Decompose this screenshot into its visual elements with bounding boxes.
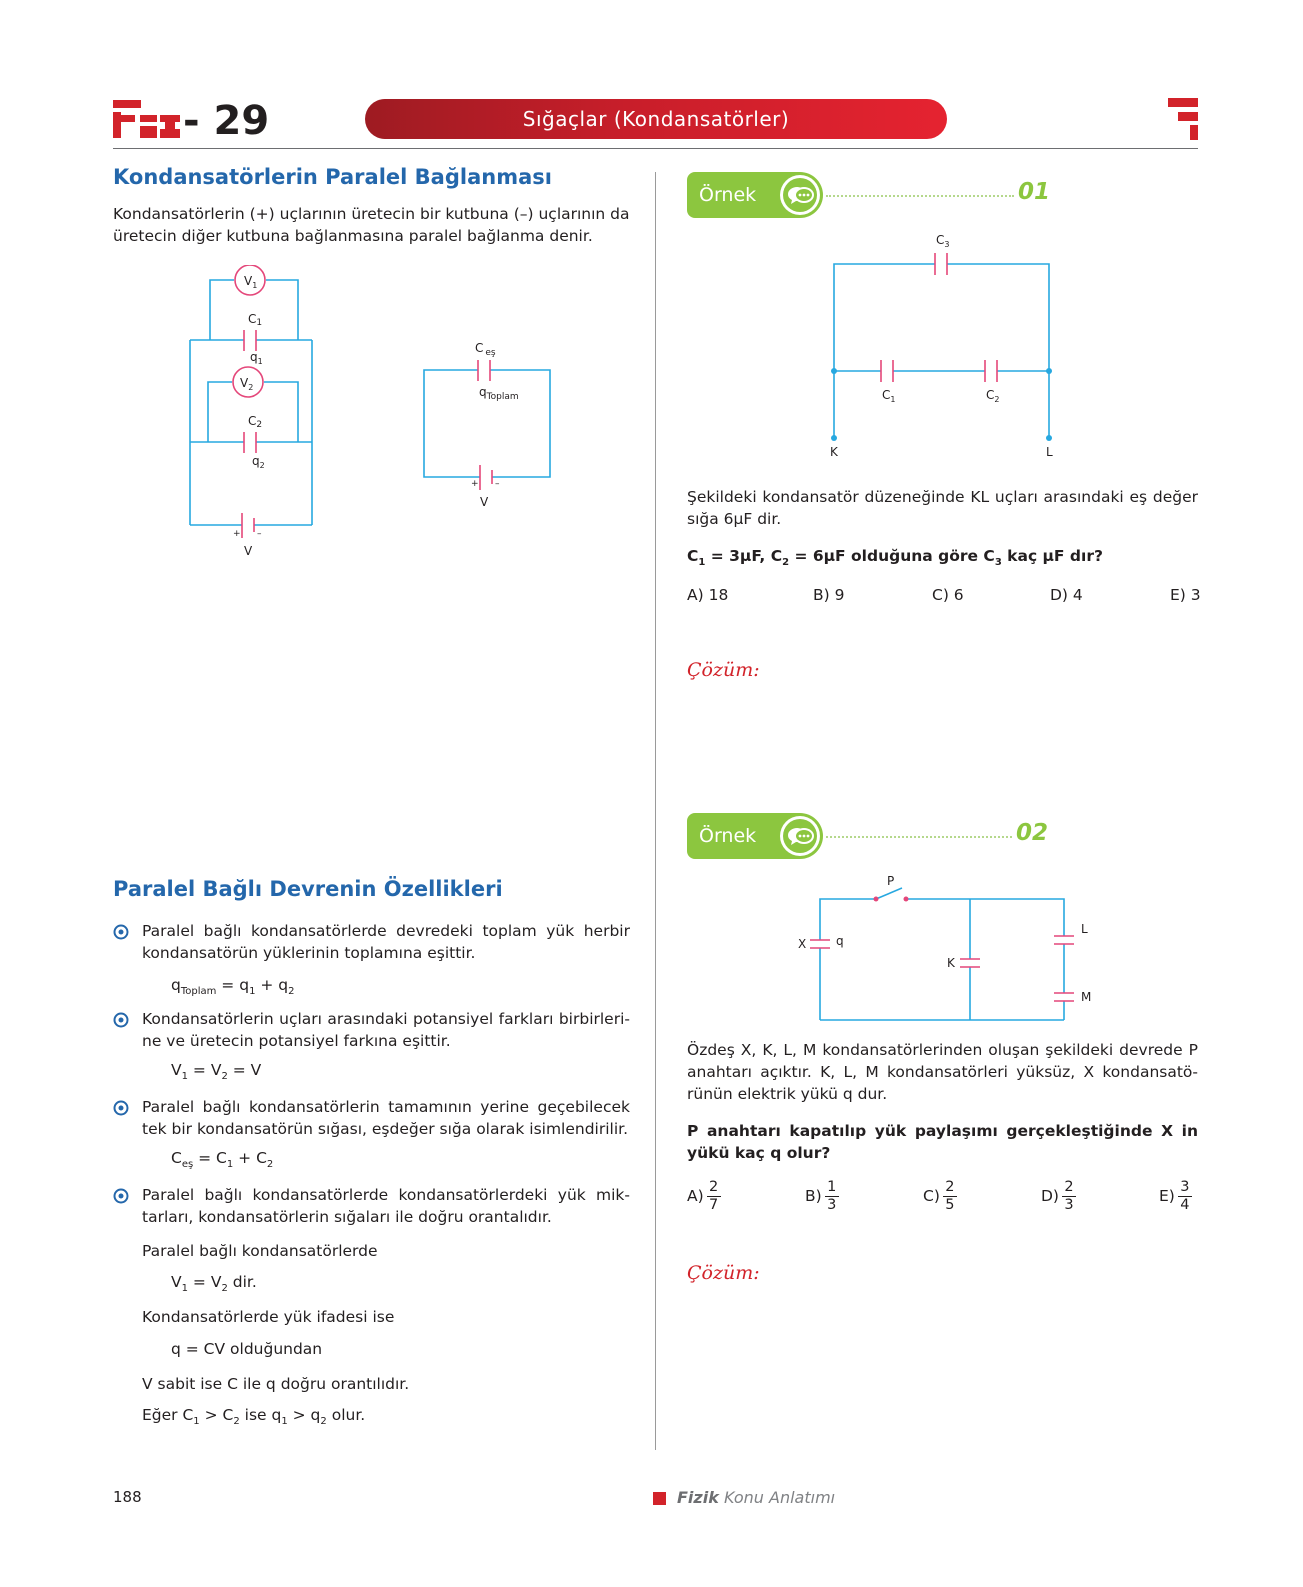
v2-label: $V_2$ [240,376,254,392]
ex2-choice-e[interactable]: E) $\frac{3}{4}$ [1159,1180,1192,1213]
q1-label: $q_1$ [250,350,263,366]
formula-total-charge: $q_{Toplam} = q_1 + q_2$ [171,976,295,998]
formula-conclusion: Eğer $C_1 > C_2$ ise $q_1 > q_2$ olur. [142,1406,366,1428]
ex1-choice-d[interactable]: D) 4 [1050,586,1083,604]
speech-bubble-icon [778,815,822,857]
example-1-question: $C_1 = 3\mu F$, $C_2 = 6\mu F$ olduğuna göre $C_3$ kaç µF dır? [687,547,1103,569]
ceq-label: C $_{eş}$ [475,341,496,358]
c2-label: C2 [248,414,263,430]
capacitor-l-label: L [1081,922,1088,936]
example-2-circuit [790,873,1100,1028]
formula-equal-voltage: $V_1 = V_2 = V$ [171,1061,262,1083]
formula-v1-v2: $V_1 = V_2$ dir. [171,1273,257,1295]
property-2: Kondansatörlerin uçları arasındaki potansiyel farkları birbirlerine ve üretecin potansiyel farkına eşittir. [142,1010,630,1050]
q2-label: $q_2$ [252,454,265,470]
example-1-badge: Örnek [687,172,823,218]
example-1-circuit [825,228,1065,463]
ex1-choice-c[interactable]: C) 6 [932,586,964,604]
property-3: Paralel bağlı kondansatörlerin tamamının yerine geçebilecek tek bir kondansatörün sığası, eşdeğer sığa olarak isimlendirilir. [142,1098,630,1138]
example-1-number: 01 [1018,179,1051,205]
explanation-line-3: V sabit ise C ile q doğru orantılıdır. [142,1375,410,1393]
example-2-question: P anahtarı kapatılıp yük paylaşımı gerçekleştiğinde X in yükü kaç q olur? [687,1122,1198,1162]
example-1-dots [826,195,1014,197]
formula-equivalent-capacitance: $C_{eş} = C_1 + C_2$ [171,1149,274,1171]
intro-paragraph: Kondansatörlerin (+) uçlarının üretecin bir kutbuna (–) uçlarının da üretecin diğer kutbuna bağlanmasına paralel bağlanma denir. [113,205,630,245]
ex2-choice-b[interactable]: B) $\frac{1}{3}$ [805,1180,839,1213]
example-2-text: Özdeş X, K, L, M kondansatörlerinden oluşan şekildeki devrede P anahtarı açıktır. K, L, M kondansatörleri yüksüz, X kondansatörünün elektrik yükü q dur. [687,1041,1198,1103]
chapter-title: Sığaçlar (Kondansatörler) [522,107,790,131]
ex1-choice-b[interactable]: B) 9 [813,586,845,604]
battery2-v-label: V [480,495,489,509]
example-1-text: Şekildeki kondansatör düzeneğinde KL uçları arasındaki eş değer sığa 6µF dir. [687,488,1198,528]
v1-label: $V_1$ [244,274,258,290]
capacitor-k-label: K [947,956,955,970]
switch-p-label: P [887,874,895,888]
parallel-circuit-diagram [180,265,340,575]
explanation-line-2: Kondansatörlerde yük ifadesi ise [142,1308,395,1326]
brand-corner-logo [1168,98,1198,140]
charge-q-label: q [836,934,844,948]
example-1-solution-label: Çözüm: [687,659,760,681]
faz-logo [113,98,183,142]
battery-plus: + [233,529,241,539]
c3-label: $C_3$ [936,233,950,249]
section-title-properties: Paralel Bağlı Devrenin Özellikleri [113,877,503,901]
battery-minus: – [257,529,262,539]
example-2-dots [826,836,1012,838]
formula-q-cv: q = CV olduğundan [171,1340,323,1358]
chapter-banner [365,99,947,139]
c1-label-ex1: $C_1$ [882,388,896,404]
battery-v-label: V [244,544,253,558]
terminal-k: K [830,445,838,459]
example-2-solution-label: Çözüm: [687,1262,760,1284]
ex2-choice-c[interactable]: C) $\frac{2}{5}$ [923,1180,957,1213]
property-4: Paralel bağlı kondansatörlerde kondansatörlerdeki yük miktarları, kondansatörlerin sığaları ile doğru orantalıdır. [142,1186,630,1226]
ex1-choice-a[interactable]: A) 18 [687,586,729,604]
c2-label-ex1: $C_2$ [986,388,1000,404]
explanation-line-1: Paralel bağlı kondansatörlerde [142,1242,378,1260]
column-divider [655,172,656,1450]
capacitor-x-label: X [798,937,807,951]
capacitor-m-label: M [1081,990,1092,1004]
example-2-number: 02 [1016,820,1049,846]
footer-marker [653,1492,666,1505]
bullet-target-icon [113,1100,129,1116]
bullet-target-icon [113,1188,129,1204]
bullet-target-icon [113,924,129,940]
property-1: Paralel bağlı kondansatörlerde devredeki toplam yük herbir kondansatörün yüklerinin toplamına eşittir. [142,922,630,962]
ex2-choice-d[interactable]: D) $\frac{2}{3}$ [1041,1180,1076,1213]
qtotal-label: $q_{Toplam}$ [479,385,519,402]
example-2-badge: Örnek [687,813,823,859]
battery2-plus: + [471,479,479,489]
section-number: - 29 [183,98,270,144]
section-title-parallel-connection: Kondansatörlerin Paralel Bağlanması [113,165,552,189]
c1-label: C1 [248,312,263,328]
terminal-l: L [1046,445,1053,459]
page-number: 188 [113,1488,142,1506]
book-title: Fizik Konu Anlatımı [677,1488,836,1507]
ex1-choice-e[interactable]: E) 3 [1170,586,1201,604]
speech-bubble-icon [778,174,822,216]
battery2-minus: – [495,479,500,489]
bullet-target-icon [113,1012,129,1028]
header-rule [113,148,1198,149]
ex2-choice-a[interactable]: A) $\frac{2}{7}$ [687,1180,721,1213]
equivalent-circuit-diagram [420,340,560,510]
